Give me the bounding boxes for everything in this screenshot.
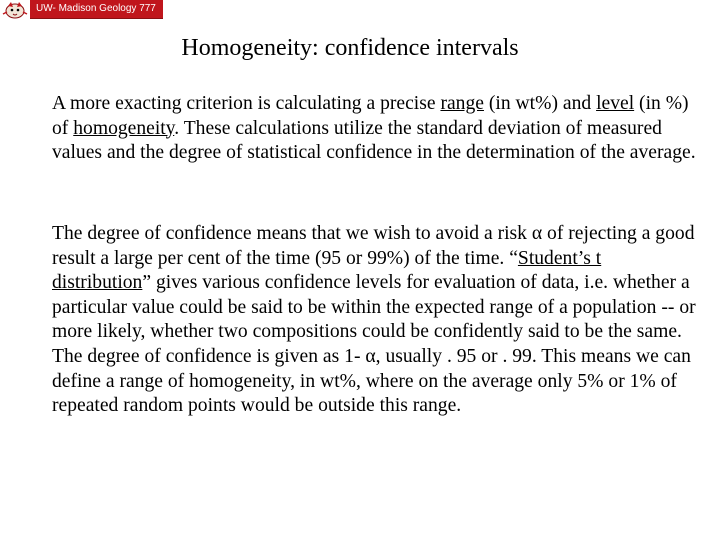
p2-text-4: , usually . 95 or . 99. This means we can define a range of homogeneity, in wt%, where on the average only 5% or 1% of repeated random points would be outside this range.	[52, 345, 691, 417]
course-badge: UW- Madison Geology 777	[30, 0, 163, 19]
p1-text-4: . These calculations utilize the standard deviation of measured values and the degree of statistical confidence in the determination of the average.	[52, 117, 696, 164]
p1-text-3: (in %) of	[52, 93, 689, 139]
p2-term-student-t: Student’s t distribution	[52, 247, 602, 294]
slide-title-text: Homogeneity: confidence intervals	[181, 35, 519, 61]
course-logo	[0, 0, 163, 20]
p1-text-2: (in wt%) and	[483, 93, 597, 114]
p1-term-homogeneity: homogeneity	[73, 117, 175, 139]
p1-term-range: range	[440, 93, 484, 114]
badger-mascot-icon	[0, 0, 30, 20]
p2-text-1: The degree of confidence means that we wish to avoid a risk	[52, 223, 532, 244]
alpha-symbol: α	[531, 223, 543, 244]
paragraph-2	[52, 222, 702, 419]
paragraph-1	[52, 92, 702, 166]
p1-term-level: level	[596, 93, 635, 114]
p2-text-3: ” gives various confidence levels for evaluation of data, i.e. whether a particular value could be said to be within the expected range of a population -- or more likely, whether two compositions could be confidently said to be the same. The degree of confidence is given as 1-	[52, 272, 696, 367]
slide-title	[0, 34, 720, 62]
p1-text-1: A more exacting criterion is calculating a precise	[52, 93, 441, 114]
alpha-symbol: α	[365, 345, 376, 367]
p2-text-2: of rejecting a good result a large per cent of the time (95 or 99%) of the time. “	[52, 223, 695, 269]
